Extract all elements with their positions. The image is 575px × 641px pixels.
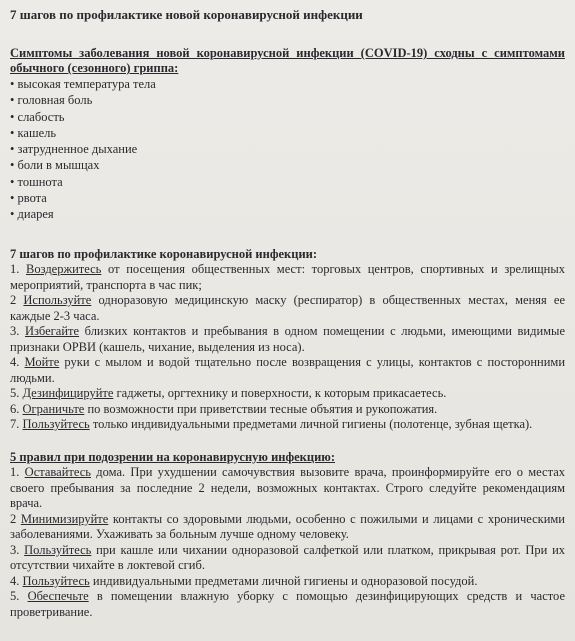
symptom-item: • диарея [10,206,565,222]
action-verb: Используйте [23,293,92,308]
symptom-item: • кашель [10,125,565,141]
symptom-item: • слабость [10,109,565,125]
rule-item: 1. Оставайтесь дома. При ухудшении самочувствия вызовите врача, проинформируйте его о местах своего пребывания за последние 2 недели, возможных контактах. Строго следуйте рекомендациям врача. [10,465,565,511]
prevention-heading: 7 шагов по профилактике коронавирусной инфекции: [10,246,318,261]
symptom-item: • тошнота [10,174,565,190]
symptom-item: • затрудненное дыхание [10,141,565,157]
symptoms-list [10,76,565,223]
action-verb: Избегайте [24,324,80,339]
rule-item: 4. Пользуйтесь индивидуальными предметами личной гигиены и одноразовой посудой. [10,573,478,588]
rule-item: 5. Обеспечьте в помещении влажную уборку с помощью дезинфицирующих средств и частое проветривание. [10,589,566,619]
document-title: 7 шагов по профилактике новой коронавирусной инфекции [10,7,363,22]
symptoms-heading: Симптомы заболевания новой коронавирусной инфекции (COVID-19) сходны с симптомами обычного (сезонного) гриппа: [10,46,565,75]
prevention-item: 3. Избегайте близких контактов и пребывания в одном помещении с людьми, имеющими видимые признаки ОРВИ (кашель, чихание, выделения из носа). [10,324,566,354]
prevention-item: 4. Мойте руки с мылом и водой тщательно после возвращения с улицы, контактов с посторонними людьми. [10,355,566,385]
action-verb: Обеспечьте [27,589,89,604]
action-verb: Мойте [24,355,60,370]
rules-list [10,465,565,620]
rule-item: 3. Пользуйтесь при кашле или чихании одноразовой салфеткой или платком, прикрывая рот. При их отсутствии чихайте в локтевой сгиб. [10,542,566,573]
symptom-item: • головная боль [10,92,565,108]
action-verb: Оставайтесь [24,465,91,480]
action-verb: Дезинфицируйте [22,386,114,401]
action-verb: Пользуйтесь [22,573,90,588]
rule-item: 2 Минимизируйте контакты со здоровыми людьми, особенно с пожилыми и лицами с хроническими заболеваниями. Ухаживать за больным лучше одному человеку. [10,511,565,542]
symptom-item: • высокая температура тела [10,76,565,92]
prevention-item: 6. Ограничьте по возможности при приветствии тесные объятия и рукопожатия. [10,401,438,416]
rules-heading: 5 правил при подозрении на коронавирусную инфекцию: [10,449,335,464]
action-verb: Минимизируйте [20,511,109,526]
symptom-item: • рвота [10,190,565,206]
prevention-item: 7. Пользуйтесь только индивидуальными предметами личной гигиены (полотенце, зубная щетка). [10,417,533,432]
action-verb: Пользуйтесь [24,542,92,557]
symptom-item: • боли в мышцах [10,157,565,173]
action-verb: Пользуйтесь [22,417,90,432]
action-verb: Ограничьте [22,401,85,416]
prevention-list [10,262,565,433]
prevention-item: 2 Используйте одноразовую медицинскую маску (респиратор) в общественных местах, меняя ее каждые 2-3 часа. [10,293,565,323]
prevention-item: 5. Дезинфицируйте гаджеты, оргтехнику и поверхности, к которым прикасаетесь. [10,386,447,401]
action-verb: Воздержитесь [26,262,102,277]
prevention-item: 1. Воздержитесь от посещения общественных мест: торговых центров, спортивных и зрелищных мероприятий, транспорта в час пик; [10,262,565,292]
